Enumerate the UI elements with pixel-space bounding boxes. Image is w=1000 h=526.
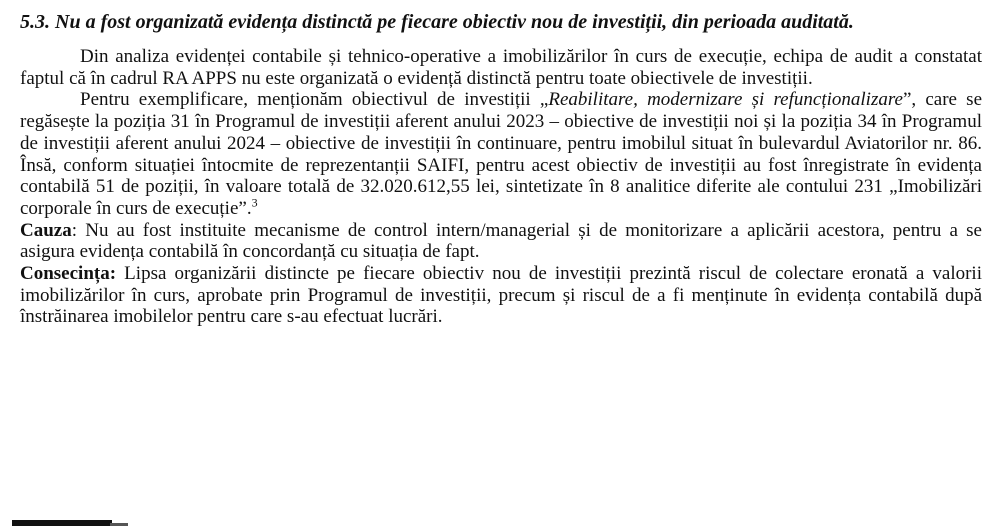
consequence-label: Consecința:	[20, 263, 117, 285]
paragraph-example	[20, 89, 982, 219]
footnote-reference[interactable]: 3	[251, 195, 258, 210]
document-page	[20, 10, 982, 328]
section-heading: 5.3. Nu a fost organizată evidența distinctă pe fiecare obiectiv nou de investiții, din perioada auditată.	[20, 11, 854, 33]
footnote-separator-line	[12, 520, 112, 526]
example-lead-text: Pentru exemplificare, menționăm obiectivul de investiții „	[80, 89, 549, 111]
example-body-text: ”, care se regăsește la poziția 31 în Programul de investiții aferent anului 2023 – obiective de investiții noi și la poziția 34 în Programul de investiții aferent anului 2024 – obiective de investiții în continuare, pentru imobilul situat în bulevardul Aviatorilor nr. 86. Însă, conform situației întocmite de reprezentanții SAIFI, pentru acest obiectiv de investiții au fost înregistrate în evidența contabilă 51 de poziții, în valoare totală de 32.020.612,55 lei, sintetizate în 8 analitice diferite ale contului 231 „Imobilizări corporale în curs de execuție”.	[20, 89, 983, 219]
paragraph-analysis: Din analiza evidenței contabile și tehnico-operative a imobilizărilor în curs de execuție, echipa de audit a constatat faptul că în cadrul RA APPS nu este organizată o evidență distinctă pentru toate obiectivele de investiții.	[20, 46, 982, 89]
consequence-paragraph	[20, 263, 982, 328]
consequence-text: Lipsa organizării distincte pe fiecare obiectiv nou de investiții prezintă riscul de colectare eronată a valorii imobilizărilor în curs, aprobate prin Programul de investiții, precum și riscul de a fi menținute în evidența contabilă după înstrăinarea imobilelor pentru care s-au efectuat lucrări.	[20, 263, 982, 328]
cause-paragraph	[20, 220, 982, 263]
cause-label: Cauza	[20, 219, 72, 241]
cause-text: : Nu au fost instituite mecanisme de control intern/managerial și de monitorizare a aplicării acestora, pentru a se asigura evidența contabilă în concordanță cu situația de fapt.	[20, 219, 982, 263]
investment-objective-title: Reabilitare, modernizare și refuncționalizare	[548, 89, 903, 111]
